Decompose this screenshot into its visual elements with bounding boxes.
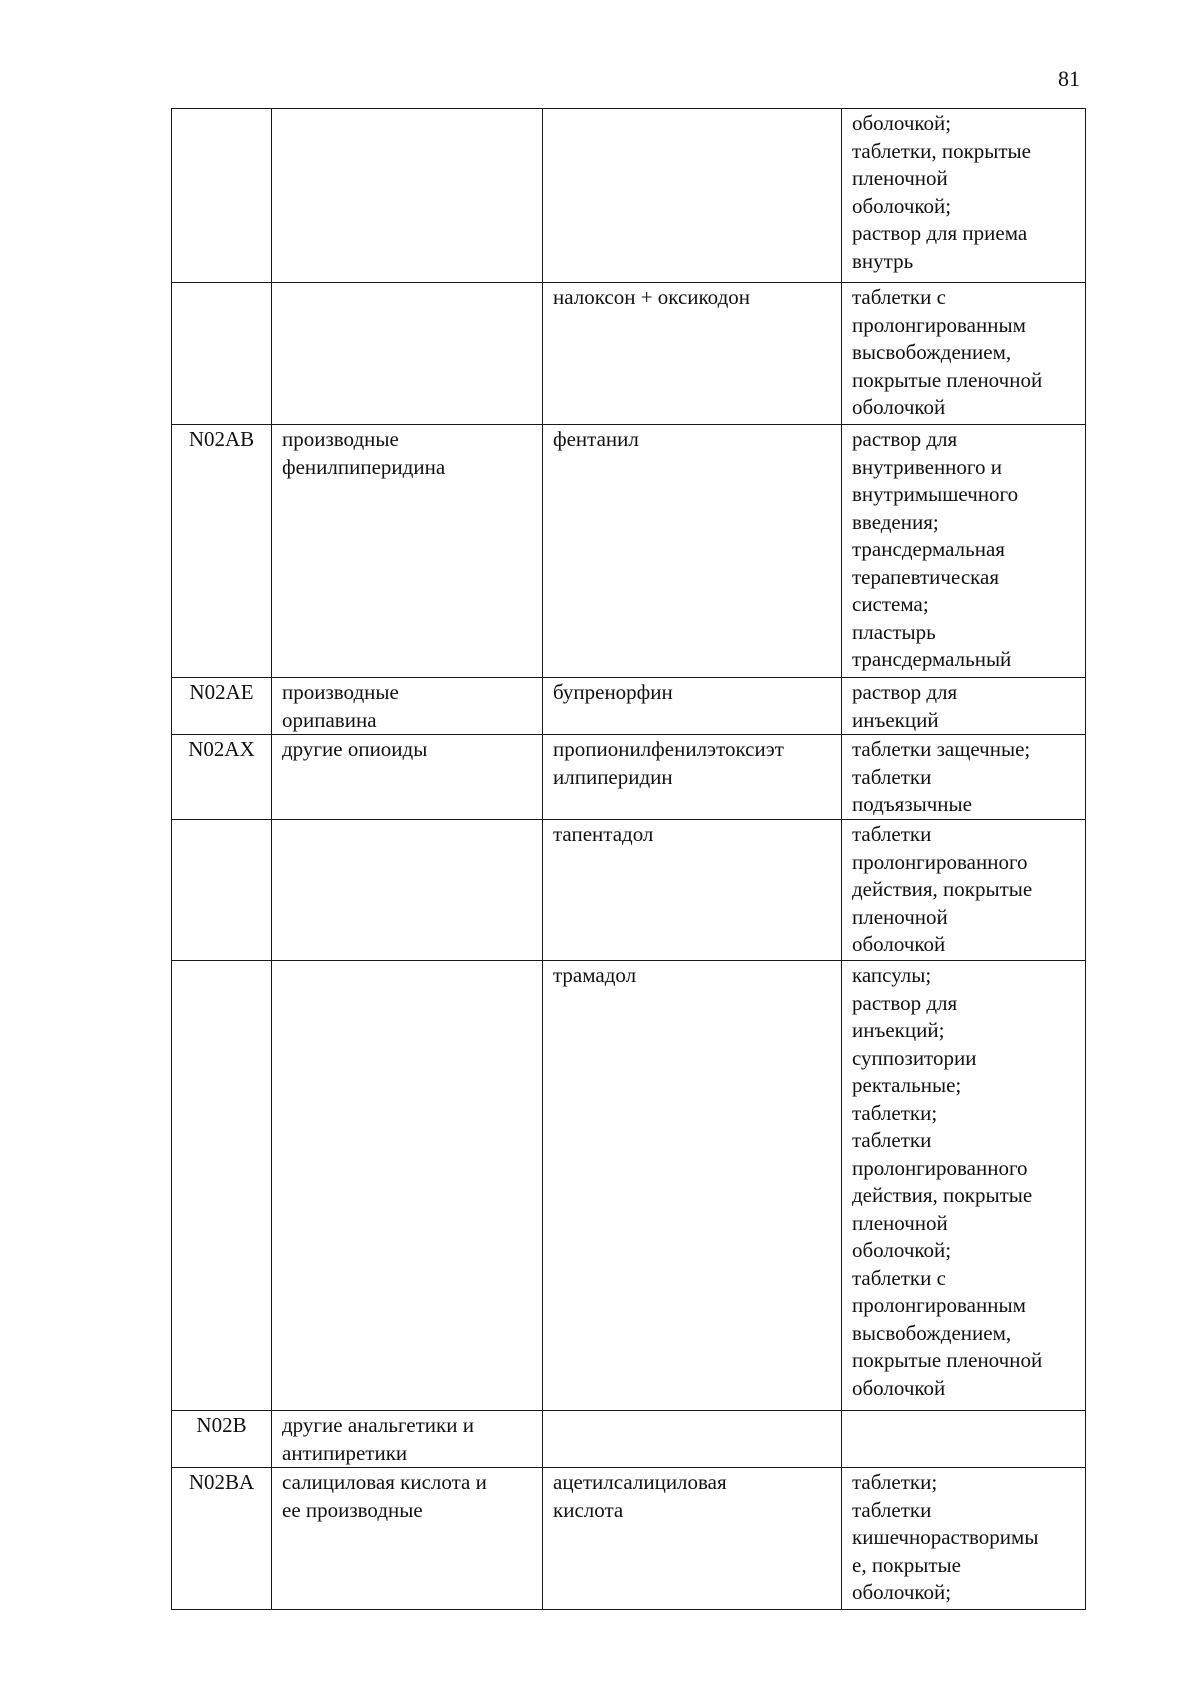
table-row	[172, 425, 1086, 678]
atc-code-cell	[172, 961, 272, 1411]
dosage-form-cell: раствор для внутривенного и внутримышечного введения; трансдермальная терапевтическая система; пластырь трансдермальный	[842, 425, 1086, 678]
atc-code-cell	[172, 820, 272, 961]
atc-code-cell: N02B	[172, 1411, 272, 1468]
drug-name-cell: бупренорфин	[543, 678, 842, 735]
drug-name-cell: пропионилфенилэтоксиэт илпиперидин	[543, 735, 842, 820]
group-cell	[272, 283, 543, 425]
drug-table	[171, 108, 1086, 1610]
table-row	[172, 678, 1086, 735]
table-row	[172, 1411, 1086, 1468]
atc-code-cell: N02AE	[172, 678, 272, 735]
table-row	[172, 961, 1086, 1411]
table-row	[172, 1468, 1086, 1610]
atc-code-cell: N02AB	[172, 425, 272, 678]
page-number: 81	[1058, 66, 1080, 91]
group-cell	[272, 820, 543, 961]
table-row	[172, 735, 1086, 820]
group-cell: производные фенилпиперидина	[272, 425, 543, 678]
dosage-form-cell: таблетки с пролонгированным высвобождением, покрытые пленочной оболочкой	[842, 283, 1086, 425]
table-row	[172, 820, 1086, 961]
group-cell: производные орипавина	[272, 678, 543, 735]
drug-name-cell: налоксон + оксикодон	[543, 283, 842, 425]
atc-code-cell	[172, 109, 272, 283]
drug-name-cell	[543, 109, 842, 283]
dosage-form-cell: оболочкой; таблетки, покрытые пленочной оболочкой; раствор для приема внутрь	[842, 109, 1086, 283]
drug-name-cell: ацетилсалициловая кислота	[543, 1468, 842, 1610]
table-row	[172, 109, 1086, 283]
drug-name-cell	[543, 1411, 842, 1468]
group-cell	[272, 109, 543, 283]
dosage-form-cell: капсулы; раствор для инъекций; суппозитории ректальные; таблетки; таблетки пролонгированного действия, покрытые пленочной оболочкой; таблетки с пролонгированным высвобождением, покрытые пленочной оболочкой	[842, 961, 1086, 1411]
group-cell: салициловая кислота и ее производные	[272, 1468, 543, 1610]
dosage-form-cell: таблетки; таблетки кишечнорастворимы е, покрытые оболочкой;	[842, 1468, 1086, 1610]
group-cell	[272, 961, 543, 1411]
drug-name-cell: тапентадол	[543, 820, 842, 961]
dosage-form-cell: таблетки пролонгированного действия, покрытые пленочной оболочкой	[842, 820, 1086, 961]
dosage-form-cell: раствор для инъекций	[842, 678, 1086, 735]
table-row	[172, 283, 1086, 425]
atc-code-cell: N02AX	[172, 735, 272, 820]
atc-code-cell: N02BA	[172, 1468, 272, 1610]
dosage-form-cell	[842, 1411, 1086, 1468]
drug-name-cell: фентанил	[543, 425, 842, 678]
dosage-form-cell: таблетки защечные; таблетки подъязычные	[842, 735, 1086, 820]
group-cell: другие опиоиды	[272, 735, 543, 820]
group-cell: другие анальгетики и антипиретики	[272, 1411, 543, 1468]
drug-name-cell: трамадол	[543, 961, 842, 1411]
atc-code-cell	[172, 283, 272, 425]
